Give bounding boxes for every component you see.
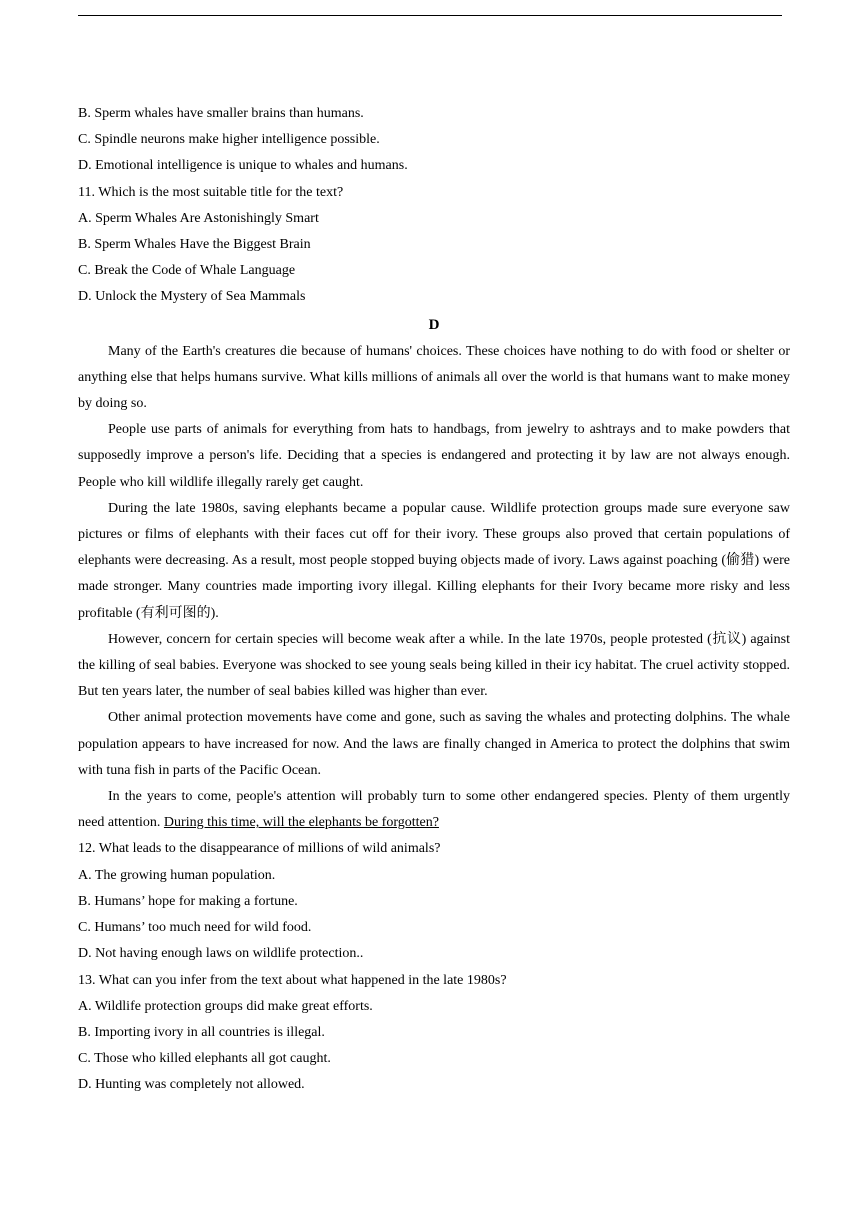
q10-option-c: C. Spindle neurons make higher intelligence possible.: [78, 132, 380, 148]
document-body: [78, 101, 790, 1099]
q12-option-b: B. Humans’ hope for making a fortune.: [78, 893, 298, 909]
passage-d-paragraph-4: However, concern for certain species will become weak after a while. In the late 1970s, people protested (抗议) against the killing of seal babies. Everyone was shocked to see young seals being killed in their icy habitat. The cruel activity stopped. But ten years later, the number of seal babies killed was higher than ever.: [78, 631, 790, 700]
passage-d-paragraph-1: Many of the Earth's creatures die because of humans' choices. These choices have nothing to do with food or shelter or anything else that helps humans survive. What kills millions of animals all over the world is that humans want to make money by doing so.: [78, 343, 790, 412]
passage-d-paragraph-2: People use parts of animals for everything from hats to handbags, from jewelry to ashtrays and to make powders that supposedly improve a person's life. Deciding that a species is endangered and protecting it by law are not always enough. People who kill wildlife illegally rarely get caught.: [78, 422, 790, 490]
underlined-question: During this time, will the elephants be forgotten?: [163, 815, 439, 831]
passage-d-paragraph-6: [78, 784, 790, 836]
q11-option-c: C. Break the Code of Whale Language: [78, 263, 296, 279]
q13-option-c: C. Those who killed elephants all got caught.: [78, 1051, 331, 1067]
passage-d-paragraph-5: Other animal protection movements have come and gone, such as saving the whales and protecting dolphins. The whale population appears to have increased for now. And the laws are finally changed in America to protect the dolphins that swim with tuna fish in parts of the Pacific Ocean.: [78, 710, 790, 778]
q13-option-d: D. Hunting was completely not allowed.: [78, 1077, 305, 1093]
passage-d-paragraph-3: During the late 1980s, saving elephants became a popular cause. Wildlife protection groups made sure everyone saw pictures or films of elephants with their faces cut off for their ivory. These groups also proved that certain populations of elephants were decreasing. As a result, most people stopped buying objects made of ivory. Laws against poaching (偷猎) were made stronger. Many countries made importing ivory illegal. Killing elephants for their Ivory became more risky and less profitable (有利可图的).: [78, 500, 790, 621]
passage-d-paragraph-6-text: In the years to come, people's attention will probably turn to some other endangered species. Plenty of them urgently need attention.: [78, 789, 790, 831]
q11-question: 11. Which is the most suitable title for the text?: [78, 184, 344, 200]
q12-option-a: A. The growing human population.: [78, 867, 276, 883]
passage-d-title: D: [428, 316, 440, 333]
q12-question: 12. What leads to the disappearance of millions of wild animals?: [78, 841, 441, 857]
q11-option-a: A. Sperm Whales Are Astonishingly Smart: [78, 210, 319, 226]
q13-question: 13. What can you infer from the text about what happened in the late 1980s?: [78, 972, 507, 988]
q10-option-b: B. Sperm whales have smaller brains than humans.: [78, 106, 364, 121]
q11-option-b: B. Sperm Whales Have the Biggest Brain: [78, 237, 311, 253]
header-rule: [78, 15, 782, 16]
q11-option-d: D. Unlock the Mystery of Sea Mammals: [78, 289, 306, 305]
q13-option-b: B. Importing ivory in all countries is illegal.: [78, 1024, 325, 1040]
q12-option-c: C. Humans’ too much need for wild food.: [78, 920, 312, 936]
q12-option-d: D. Not having enough laws on wildlife protection..: [78, 946, 364, 962]
q10-option-d: D. Emotional intelligence is unique to whales and humans.: [78, 158, 408, 174]
q13-option-a: A. Wildlife protection groups did make great efforts.: [78, 998, 373, 1014]
